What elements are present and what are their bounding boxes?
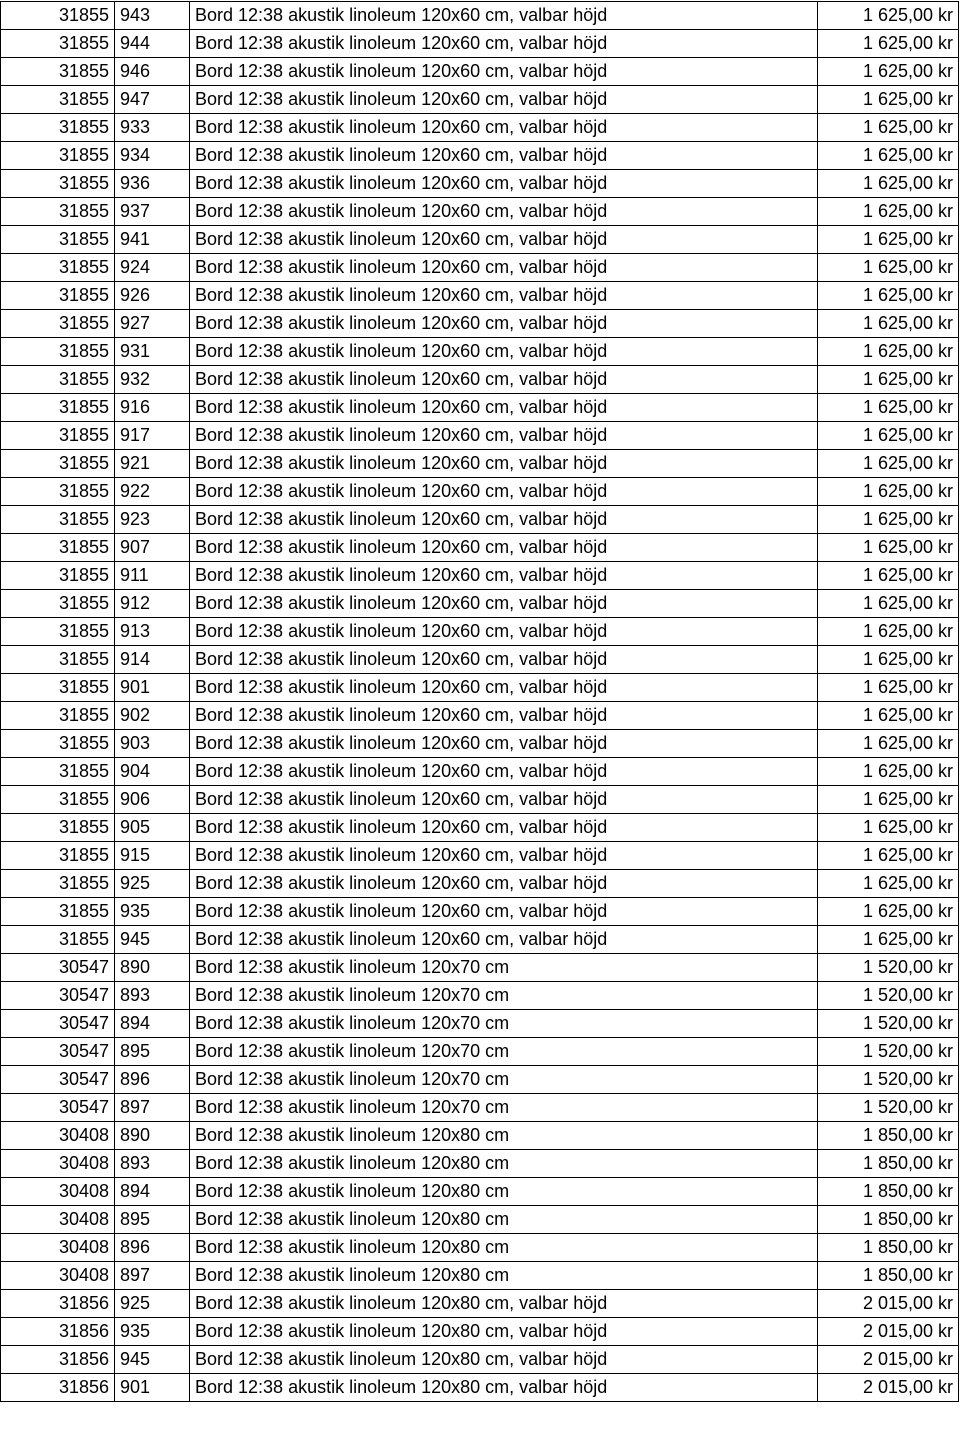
variant-code-cell: 933	[115, 114, 190, 142]
article-number-cell: 31855	[1, 450, 115, 478]
price-cell: 1 625,00 kr	[818, 646, 959, 674]
table-row	[1, 702, 959, 730]
description-cell: Bord 12:38 akustik linoleum 120x60 cm, valbar höjd	[190, 590, 818, 618]
price-cell: 1 520,00 kr	[818, 954, 959, 982]
table-row	[1, 506, 959, 534]
price-cell: 1 625,00 kr	[818, 590, 959, 618]
article-number-cell: 31856	[1, 1374, 115, 1402]
variant-code-cell: 921	[115, 450, 190, 478]
price-cell: 1 625,00 kr	[818, 926, 959, 954]
description-cell: Bord 12:38 akustik linoleum 120x70 cm	[190, 982, 818, 1010]
variant-code-cell: 902	[115, 702, 190, 730]
article-number-cell: 31855	[1, 394, 115, 422]
table-row	[1, 534, 959, 562]
article-number-cell: 31855	[1, 86, 115, 114]
description-cell: Bord 12:38 akustik linoleum 120x60 cm, valbar höjd	[190, 226, 818, 254]
description-cell: Bord 12:38 akustik linoleum 120x60 cm, valbar höjd	[190, 366, 818, 394]
price-cell: 1 520,00 kr	[818, 982, 959, 1010]
price-cell: 1 625,00 kr	[818, 30, 959, 58]
description-cell: Bord 12:38 akustik linoleum 120x80 cm	[190, 1234, 818, 1262]
article-number-cell: 31855	[1, 2, 115, 30]
variant-code-cell: 901	[115, 674, 190, 702]
article-number-cell: 31855	[1, 870, 115, 898]
description-cell: Bord 12:38 akustik linoleum 120x60 cm, valbar höjd	[190, 814, 818, 842]
description-cell: Bord 12:38 akustik linoleum 120x60 cm, valbar höjd	[190, 254, 818, 282]
price-cell: 1 625,00 kr	[818, 2, 959, 30]
variant-code-cell: 894	[115, 1178, 190, 1206]
table-row	[1, 1206, 959, 1234]
table-row	[1, 198, 959, 226]
price-cell: 1 850,00 kr	[818, 1178, 959, 1206]
description-cell: Bord 12:38 akustik linoleum 120x80 cm	[190, 1262, 818, 1290]
table-row	[1, 1010, 959, 1038]
description-cell: Bord 12:38 akustik linoleum 120x60 cm, valbar höjd	[190, 338, 818, 366]
article-number-cell: 31855	[1, 366, 115, 394]
price-cell: 1 625,00 kr	[818, 898, 959, 926]
description-cell: Bord 12:38 akustik linoleum 120x60 cm, valbar höjd	[190, 562, 818, 590]
article-number-cell: 30408	[1, 1122, 115, 1150]
table-row	[1, 1374, 959, 1402]
table-row	[1, 1318, 959, 1346]
price-list-table	[0, 1, 959, 1402]
variant-code-cell: 894	[115, 1010, 190, 1038]
price-cell: 1 625,00 kr	[818, 730, 959, 758]
variant-code-cell: 893	[115, 982, 190, 1010]
article-number-cell: 30547	[1, 1094, 115, 1122]
price-cell: 1 850,00 kr	[818, 1122, 959, 1150]
description-cell: Bord 12:38 akustik linoleum 120x60 cm, valbar höjd	[190, 198, 818, 226]
variant-code-cell: 912	[115, 590, 190, 618]
price-cell: 1 625,00 kr	[818, 254, 959, 282]
article-number-cell: 31855	[1, 506, 115, 534]
table-row	[1, 254, 959, 282]
description-cell: Bord 12:38 akustik linoleum 120x60 cm, valbar höjd	[190, 478, 818, 506]
price-cell: 1 625,00 kr	[818, 618, 959, 646]
article-number-cell: 31855	[1, 786, 115, 814]
variant-code-cell: 897	[115, 1262, 190, 1290]
description-cell: Bord 12:38 akustik linoleum 120x80 cm, valbar höjd	[190, 1318, 818, 1346]
table-row	[1, 982, 959, 1010]
description-cell: Bord 12:38 akustik linoleum 120x60 cm, valbar höjd	[190, 506, 818, 534]
article-number-cell: 30547	[1, 954, 115, 982]
table-row	[1, 1094, 959, 1122]
description-cell: Bord 12:38 akustik linoleum 120x60 cm, valbar höjd	[190, 142, 818, 170]
variant-code-cell: 926	[115, 282, 190, 310]
price-cell: 1 625,00 kr	[818, 422, 959, 450]
article-number-cell: 31855	[1, 142, 115, 170]
price-cell: 1 625,00 kr	[818, 786, 959, 814]
price-cell: 1 625,00 kr	[818, 338, 959, 366]
table-row	[1, 338, 959, 366]
price-cell: 2 015,00 kr	[818, 1374, 959, 1402]
price-cell: 1 850,00 kr	[818, 1206, 959, 1234]
variant-code-cell: 935	[115, 898, 190, 926]
description-cell: Bord 12:38 akustik linoleum 120x60 cm, valbar höjd	[190, 898, 818, 926]
description-cell: Bord 12:38 akustik linoleum 120x60 cm, valbar höjd	[190, 170, 818, 198]
description-cell: Bord 12:38 akustik linoleum 120x60 cm, valbar höjd	[190, 730, 818, 758]
variant-code-cell: 945	[115, 1346, 190, 1374]
description-cell: Bord 12:38 akustik linoleum 120x60 cm, valbar höjd	[190, 702, 818, 730]
price-cell: 1 520,00 kr	[818, 1094, 959, 1122]
table-row	[1, 1290, 959, 1318]
table-row	[1, 394, 959, 422]
table-row	[1, 646, 959, 674]
variant-code-cell: 937	[115, 198, 190, 226]
description-cell: Bord 12:38 akustik linoleum 120x60 cm, valbar höjd	[190, 758, 818, 786]
description-cell: Bord 12:38 akustik linoleum 120x80 cm, valbar höjd	[190, 1346, 818, 1374]
description-cell: Bord 12:38 akustik linoleum 120x60 cm, valbar höjd	[190, 422, 818, 450]
price-cell: 1 625,00 kr	[818, 114, 959, 142]
variant-code-cell: 945	[115, 926, 190, 954]
variant-code-cell: 931	[115, 338, 190, 366]
article-number-cell: 31855	[1, 590, 115, 618]
table-row	[1, 1038, 959, 1066]
description-cell: Bord 12:38 akustik linoleum 120x70 cm	[190, 954, 818, 982]
description-cell: Bord 12:38 akustik linoleum 120x80 cm	[190, 1206, 818, 1234]
price-cell: 1 625,00 kr	[818, 674, 959, 702]
table-row	[1, 114, 959, 142]
article-number-cell: 31855	[1, 30, 115, 58]
variant-code-cell: 914	[115, 646, 190, 674]
table-row	[1, 954, 959, 982]
price-cell: 1 625,00 kr	[818, 842, 959, 870]
article-number-cell: 31855	[1, 534, 115, 562]
variant-code-cell: 897	[115, 1094, 190, 1122]
description-cell: Bord 12:38 akustik linoleum 120x70 cm	[190, 1010, 818, 1038]
price-cell: 2 015,00 kr	[818, 1290, 959, 1318]
table-row	[1, 1150, 959, 1178]
description-cell: Bord 12:38 akustik linoleum 120x80 cm	[190, 1178, 818, 1206]
table-row	[1, 898, 959, 926]
variant-code-cell: 911	[115, 562, 190, 590]
article-number-cell: 31855	[1, 198, 115, 226]
table-row	[1, 562, 959, 590]
article-number-cell: 31855	[1, 646, 115, 674]
article-number-cell: 31855	[1, 58, 115, 86]
price-cell: 1 625,00 kr	[818, 562, 959, 590]
article-number-cell: 31856	[1, 1346, 115, 1374]
price-cell: 1 625,00 kr	[818, 58, 959, 86]
article-number-cell: 31855	[1, 702, 115, 730]
description-cell: Bord 12:38 akustik linoleum 120x70 cm	[190, 1038, 818, 1066]
variant-code-cell: 903	[115, 730, 190, 758]
article-number-cell: 31855	[1, 842, 115, 870]
variant-code-cell: 915	[115, 842, 190, 870]
variant-code-cell: 904	[115, 758, 190, 786]
article-number-cell: 31855	[1, 282, 115, 310]
price-cell: 1 625,00 kr	[818, 226, 959, 254]
table-row	[1, 2, 959, 30]
description-cell: Bord 12:38 akustik linoleum 120x60 cm, valbar höjd	[190, 58, 818, 86]
variant-code-cell: 943	[115, 2, 190, 30]
price-cell: 1 625,00 kr	[818, 394, 959, 422]
table-row	[1, 674, 959, 702]
variant-code-cell: 890	[115, 1122, 190, 1150]
price-cell: 1 520,00 kr	[818, 1010, 959, 1038]
variant-code-cell: 913	[115, 618, 190, 646]
table-row	[1, 1346, 959, 1374]
price-cell: 1 625,00 kr	[818, 366, 959, 394]
article-number-cell: 31855	[1, 674, 115, 702]
variant-code-cell: 925	[115, 870, 190, 898]
table-row	[1, 30, 959, 58]
variant-code-cell: 932	[115, 366, 190, 394]
description-cell: Bord 12:38 akustik linoleum 120x70 cm	[190, 1066, 818, 1094]
description-cell: Bord 12:38 akustik linoleum 120x60 cm, valbar höjd	[190, 618, 818, 646]
description-cell: Bord 12:38 akustik linoleum 120x60 cm, valbar höjd	[190, 534, 818, 562]
table-row	[1, 870, 959, 898]
table-row	[1, 142, 959, 170]
table-row	[1, 926, 959, 954]
table-row	[1, 814, 959, 842]
table-row	[1, 226, 959, 254]
variant-code-cell: 947	[115, 86, 190, 114]
price-cell: 1 625,00 kr	[818, 814, 959, 842]
table-row	[1, 590, 959, 618]
variant-code-cell: 895	[115, 1206, 190, 1234]
description-cell: Bord 12:38 akustik linoleum 120x60 cm, valbar höjd	[190, 282, 818, 310]
description-cell: Bord 12:38 akustik linoleum 120x60 cm, valbar höjd	[190, 30, 818, 58]
price-cell: 1 520,00 kr	[818, 1038, 959, 1066]
variant-code-cell: 890	[115, 954, 190, 982]
price-cell: 1 625,00 kr	[818, 478, 959, 506]
variant-code-cell: 893	[115, 1150, 190, 1178]
table-row	[1, 786, 959, 814]
table-row	[1, 758, 959, 786]
article-number-cell: 31855	[1, 478, 115, 506]
article-number-cell: 31855	[1, 758, 115, 786]
article-number-cell: 31855	[1, 562, 115, 590]
description-cell: Bord 12:38 akustik linoleum 120x60 cm, valbar höjd	[190, 674, 818, 702]
description-cell: Bord 12:38 akustik linoleum 120x60 cm, valbar höjd	[190, 86, 818, 114]
description-cell: Bord 12:38 akustik linoleum 120x60 cm, valbar höjd	[190, 310, 818, 338]
variant-code-cell: 922	[115, 478, 190, 506]
table-row	[1, 422, 959, 450]
price-cell: 2 015,00 kr	[818, 1318, 959, 1346]
price-cell: 1 625,00 kr	[818, 506, 959, 534]
price-cell: 1 625,00 kr	[818, 758, 959, 786]
description-cell: Bord 12:38 akustik linoleum 120x60 cm, valbar höjd	[190, 786, 818, 814]
description-cell: Bord 12:38 akustik linoleum 120x60 cm, valbar höjd	[190, 114, 818, 142]
table-row	[1, 1066, 959, 1094]
article-number-cell: 31856	[1, 1290, 115, 1318]
price-cell: 1 625,00 kr	[818, 170, 959, 198]
description-cell: Bord 12:38 akustik linoleum 120x80 cm, valbar höjd	[190, 1374, 818, 1402]
table-row	[1, 1178, 959, 1206]
description-cell: Bord 12:38 akustik linoleum 120x60 cm, valbar höjd	[190, 926, 818, 954]
table-row	[1, 618, 959, 646]
article-number-cell: 30408	[1, 1206, 115, 1234]
price-cell: 1 625,00 kr	[818, 198, 959, 226]
table-row	[1, 310, 959, 338]
description-cell: Bord 12:38 akustik linoleum 120x60 cm, valbar höjd	[190, 394, 818, 422]
article-number-cell: 30547	[1, 982, 115, 1010]
article-number-cell: 31855	[1, 226, 115, 254]
description-cell: Bord 12:38 akustik linoleum 120x80 cm	[190, 1150, 818, 1178]
article-number-cell: 31855	[1, 254, 115, 282]
table-row	[1, 730, 959, 758]
variant-code-cell: 927	[115, 310, 190, 338]
variant-code-cell: 923	[115, 506, 190, 534]
variant-code-cell: 895	[115, 1038, 190, 1066]
article-number-cell: 31855	[1, 338, 115, 366]
table-row	[1, 282, 959, 310]
variant-code-cell: 901	[115, 1374, 190, 1402]
variant-code-cell: 925	[115, 1290, 190, 1318]
price-cell: 1 625,00 kr	[818, 142, 959, 170]
description-cell: Bord 12:38 akustik linoleum 120x60 cm, valbar höjd	[190, 646, 818, 674]
article-number-cell: 31855	[1, 926, 115, 954]
variant-code-cell: 946	[115, 58, 190, 86]
table-row	[1, 1122, 959, 1150]
table-row	[1, 450, 959, 478]
table-row	[1, 842, 959, 870]
variant-code-cell: 936	[115, 170, 190, 198]
table-row	[1, 478, 959, 506]
article-number-cell: 31856	[1, 1318, 115, 1346]
article-number-cell: 30408	[1, 1262, 115, 1290]
variant-code-cell: 905	[115, 814, 190, 842]
variant-code-cell: 924	[115, 254, 190, 282]
article-number-cell: 30408	[1, 1150, 115, 1178]
price-cell: 1 625,00 kr	[818, 702, 959, 730]
price-cell: 1 625,00 kr	[818, 282, 959, 310]
description-cell: Bord 12:38 akustik linoleum 120x80 cm	[190, 1122, 818, 1150]
table-row	[1, 1234, 959, 1262]
description-cell: Bord 12:38 akustik linoleum 120x80 cm, valbar höjd	[190, 1290, 818, 1318]
variant-code-cell: 944	[115, 30, 190, 58]
article-number-cell: 30547	[1, 1010, 115, 1038]
table-row	[1, 1262, 959, 1290]
price-cell: 1 850,00 kr	[818, 1262, 959, 1290]
variant-code-cell: 934	[115, 142, 190, 170]
description-cell: Bord 12:38 akustik linoleum 120x60 cm, valbar höjd	[190, 2, 818, 30]
variant-code-cell: 896	[115, 1234, 190, 1262]
description-cell: Bord 12:38 akustik linoleum 120x60 cm, valbar höjd	[190, 450, 818, 478]
article-number-cell: 31855	[1, 814, 115, 842]
description-cell: Bord 12:38 akustik linoleum 120x60 cm, valbar höjd	[190, 870, 818, 898]
table-row	[1, 366, 959, 394]
article-number-cell: 31855	[1, 898, 115, 926]
article-number-cell: 30547	[1, 1038, 115, 1066]
article-number-cell: 30547	[1, 1066, 115, 1094]
variant-code-cell: 896	[115, 1066, 190, 1094]
description-cell: Bord 12:38 akustik linoleum 120x60 cm, valbar höjd	[190, 842, 818, 870]
article-number-cell: 30408	[1, 1178, 115, 1206]
price-cell: 1 850,00 kr	[818, 1234, 959, 1262]
article-number-cell: 31855	[1, 170, 115, 198]
price-cell: 1 625,00 kr	[818, 86, 959, 114]
description-cell: Bord 12:38 akustik linoleum 120x70 cm	[190, 1094, 818, 1122]
table-row	[1, 58, 959, 86]
article-number-cell: 31855	[1, 310, 115, 338]
price-cell: 1 625,00 kr	[818, 870, 959, 898]
price-cell: 1 625,00 kr	[818, 450, 959, 478]
price-cell: 1 625,00 kr	[818, 310, 959, 338]
variant-code-cell: 916	[115, 394, 190, 422]
variant-code-cell: 941	[115, 226, 190, 254]
article-number-cell: 31855	[1, 114, 115, 142]
article-number-cell: 30408	[1, 1234, 115, 1262]
price-cell: 1 850,00 kr	[818, 1150, 959, 1178]
table-row	[1, 86, 959, 114]
table-row	[1, 170, 959, 198]
variant-code-cell: 917	[115, 422, 190, 450]
variant-code-cell: 935	[115, 1318, 190, 1346]
variant-code-cell: 906	[115, 786, 190, 814]
variant-code-cell: 907	[115, 534, 190, 562]
price-cell: 1 625,00 kr	[818, 534, 959, 562]
article-number-cell: 31855	[1, 730, 115, 758]
price-cell: 2 015,00 kr	[818, 1346, 959, 1374]
price-list-body	[1, 2, 959, 1402]
article-number-cell: 31855	[1, 618, 115, 646]
article-number-cell: 31855	[1, 422, 115, 450]
price-cell: 1 520,00 kr	[818, 1066, 959, 1094]
